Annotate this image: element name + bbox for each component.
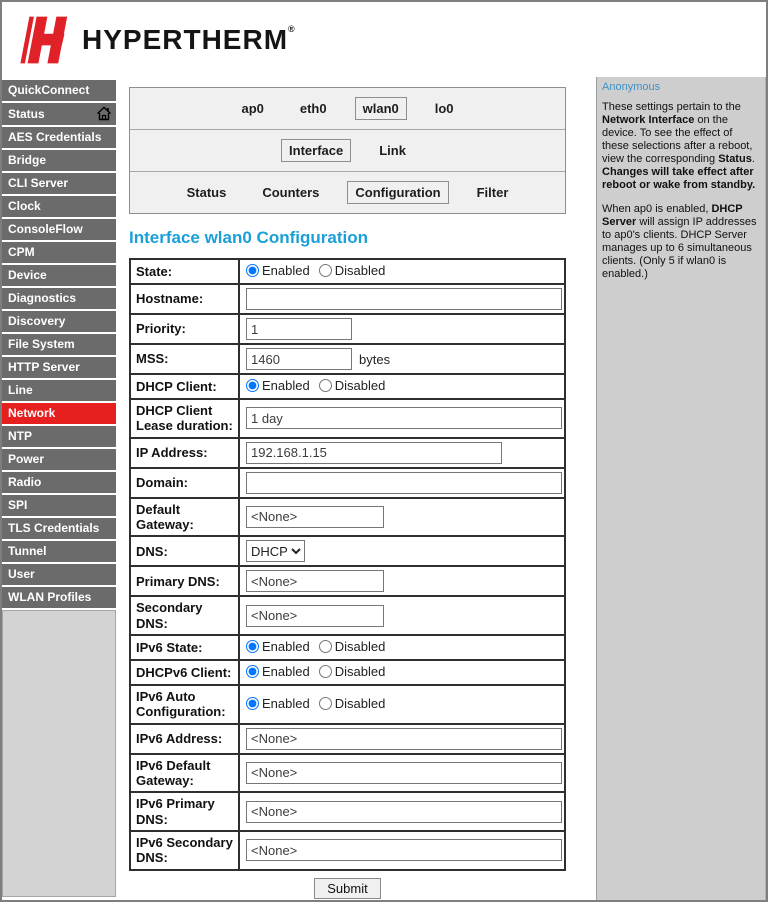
field-value-cell [239, 754, 565, 793]
sidebar-item-tunnel[interactable] [2, 541, 116, 562]
form-row-dhcp-client-lease-duration [130, 399, 565, 438]
trademark-symbol: ® [288, 23, 296, 34]
configuration-table [129, 258, 566, 871]
sidebar-item-label: User [8, 567, 35, 581]
page-header [2, 2, 766, 77]
sidebar-item-line[interactable] [2, 380, 116, 401]
sidebar-item-spi[interactable] [2, 495, 116, 516]
help-text-normal: These settings pertain to the [602, 101, 741, 113]
tab-ap0[interactable]: ap0 [241, 101, 264, 116]
field-value-cell [239, 635, 565, 660]
sidebar-item-label: QuickConnect [8, 83, 90, 97]
field-value-cell [239, 314, 565, 344]
ipv6-secondary-dns-input[interactable] [246, 839, 562, 861]
sidebar-item-quickconnect[interactable] [2, 80, 116, 101]
submit-button[interactable]: Submit [314, 878, 380, 899]
sidebar [2, 77, 116, 900]
brand-wordmark [82, 24, 296, 56]
help-text-bold: DHCP Server [602, 203, 743, 228]
sidebar-item-bridge[interactable] [2, 150, 116, 171]
radio-option-label: Enabled [262, 663, 310, 679]
tab-navigation-box [129, 87, 566, 214]
form-row-ipv6-default-gateway [130, 754, 565, 793]
state-disabled-radio[interactable] [319, 263, 386, 278]
form-row-state [130, 259, 565, 284]
field-value-cell [239, 792, 565, 831]
ip-address-input[interactable] [246, 442, 502, 464]
form-row-dns [130, 536, 565, 566]
ipv6-auto-configuration-disabled-radio-input[interactable] [319, 697, 332, 710]
sidebar-item-http-server[interactable] [2, 357, 116, 378]
field-value-cell [239, 259, 565, 284]
sidebar-item-label: WLAN Profiles [8, 590, 92, 604]
sidebar-item-label: Status [8, 106, 45, 121]
sidebar-item-user[interactable] [2, 564, 116, 585]
sidebar-item-label: Bridge [8, 153, 47, 167]
anonymous-user-link[interactable]: Anonymous [602, 81, 661, 93]
field-label: Default Gateway: [130, 498, 239, 537]
ipv6-primary-dns-input[interactable] [246, 801, 562, 823]
dhcp-client-disabled-radio-input[interactable] [319, 379, 332, 392]
home-icon [96, 106, 112, 121]
sidebar-item-label: Radio [8, 475, 42, 489]
help-paragraph-2 [602, 203, 759, 281]
sidebar-item-aes-credentials[interactable] [2, 127, 116, 148]
sidebar-item-label: Line [8, 383, 33, 397]
dhcpv6-client-enabled-radio[interactable] [246, 664, 310, 679]
sidebar-item-label: SPI [8, 498, 28, 512]
help-text-normal: will assign IP addresses to ap0's clients. DHCP Server manages up to 6 simultaneous clients. (Only 5 if wlan0 is enabled.) [602, 216, 757, 280]
sidebar-item-label: Tunnel [8, 544, 47, 558]
sidebar-item-label: AES Credentials [8, 130, 102, 144]
field-value-cell [239, 438, 565, 468]
form-row-ip-address [130, 438, 565, 468]
radio-option-label: Enabled [262, 378, 310, 393]
ipv6-state-enabled-radio-input[interactable] [246, 640, 259, 653]
field-label: Priority: [130, 314, 239, 344]
field-label: DHCP Client Lease duration: [130, 399, 239, 438]
sidebar-item-label: ConsoleFlow [8, 222, 83, 236]
form-row-ipv6-state [130, 635, 565, 660]
field-label: IPv6 Auto Configuration: [130, 685, 239, 724]
help-text-normal: . [751, 153, 755, 165]
field-label: MSS: [130, 344, 239, 374]
ipv6-state-disabled-radio[interactable] [319, 639, 386, 654]
field-value-cell [239, 374, 565, 399]
help-paragraph-1 [602, 101, 759, 192]
dhcp-client-enabled-radio-input[interactable] [246, 379, 259, 392]
help-sidebar [596, 77, 766, 900]
sidebar-item-label: Clock [8, 199, 41, 213]
sidebar-item-discovery[interactable] [2, 311, 116, 332]
dns-select[interactable] [246, 540, 305, 562]
form-row-secondary-dns [130, 596, 565, 635]
field-value-cell [239, 566, 565, 596]
ipv6-auto-configuration-disabled-radio[interactable] [319, 696, 386, 711]
state-enabled-radio-input[interactable] [246, 264, 259, 277]
dhcpv6-client-enabled-radio-input[interactable] [246, 665, 259, 678]
sidebar-item-tls-credentials[interactable] [2, 518, 116, 539]
help-text-bold: Status [718, 153, 752, 165]
field-label: IPv6 Address: [130, 724, 239, 754]
content-area [2, 77, 766, 900]
ipv6-state-enabled-radio[interactable] [246, 639, 310, 654]
sidebar-item-label: NTP [8, 429, 32, 443]
radio-option-label: Disabled [334, 638, 386, 654]
mss-input[interactable] [246, 348, 352, 370]
sidebar-item-consoleflow[interactable] [2, 219, 116, 240]
radio-option-label: Enabled [262, 638, 310, 654]
tab-row-2 [130, 129, 565, 171]
dhcpv6-client-disabled-radio[interactable] [319, 664, 386, 679]
sidebar-item-label: Discovery [8, 314, 66, 328]
field-value-cell [239, 831, 565, 870]
configuration-table-body [130, 259, 565, 870]
sidebar-item-network[interactable] [2, 403, 116, 424]
field-label: Hostname: [130, 284, 239, 314]
help-text-normal: on the device. To see the effect of these selections after a reboot, view the corresponding [602, 114, 753, 165]
radio-option-label: Enabled [262, 695, 310, 711]
domain-input[interactable] [246, 472, 562, 494]
radio-option-label: Disabled [334, 378, 386, 393]
form-row-mss [130, 344, 565, 374]
sidebar-item-label: CPM [8, 245, 35, 259]
field-value-cell [239, 498, 565, 537]
field-value-cell [239, 284, 565, 314]
tab-wlan0[interactable]: wlan0 [355, 97, 407, 120]
field-label: Primary DNS: [130, 566, 239, 596]
help-text-bold: Network Interface [602, 114, 695, 126]
field-suffix: bytes [359, 351, 391, 367]
tab-eth0[interactable]: eth0 [299, 101, 327, 116]
sidebar-item-label: Network [8, 406, 56, 420]
ipv6-address-input[interactable] [246, 728, 562, 750]
field-value-cell [239, 344, 565, 374]
help-text [602, 101, 759, 281]
tab-status[interactable]: Status [186, 185, 227, 200]
field-value-cell [239, 468, 565, 498]
form-row-ipv6-auto-configuration [130, 685, 565, 724]
field-value-cell [239, 399, 565, 438]
field-label: IP Address: [130, 438, 239, 468]
radio-option-label: Disabled [334, 263, 386, 278]
dhcpv6-client-disabled-radio-input[interactable] [319, 665, 332, 678]
brand-name: HYPERTHERM [82, 23, 289, 55]
help-text-normal: When ap0 is enabled, [602, 203, 712, 215]
hypertherm-logo-icon [15, 13, 69, 67]
dhcp-client-enabled-radio[interactable] [246, 378, 310, 393]
radio-option-label: Enabled [262, 263, 310, 278]
primary-dns-input[interactable] [246, 570, 384, 592]
sidebar-item-label: Device [8, 268, 47, 282]
dhcp-client-lease-duration-input[interactable] [246, 407, 562, 429]
sidebar-item-power[interactable] [2, 449, 116, 470]
field-label: State: [130, 259, 239, 284]
state-enabled-radio[interactable] [246, 263, 310, 278]
ipv6-auto-configuration-enabled-radio[interactable] [246, 696, 310, 711]
priority-input[interactable] [246, 318, 352, 340]
tab-counters[interactable]: Counters [262, 185, 320, 200]
tab-row-1 [130, 88, 565, 129]
main-panel [116, 77, 596, 900]
ipv6-state-disabled-radio-input[interactable] [319, 640, 332, 653]
field-value-cell [239, 596, 565, 635]
sidebar-item-clock[interactable] [2, 196, 116, 217]
field-value-cell [239, 685, 565, 724]
sidebar-filler [2, 610, 116, 897]
ipv6-default-gateway-input[interactable] [246, 762, 562, 784]
field-value-cell [239, 660, 565, 685]
field-label: DHCPv6 Client: [130, 660, 239, 685]
form-row-ipv6-primary-dns [130, 792, 565, 831]
sidebar-item-status[interactable] [2, 103, 116, 125]
form-row-primary-dns [130, 566, 565, 596]
form-row-dhcpv6-client [130, 660, 565, 685]
form-row-dhcp-client [130, 374, 565, 399]
tab-configuration[interactable]: Configuration [347, 181, 448, 204]
field-label: Domain: [130, 468, 239, 498]
tab-lo0[interactable]: lo0 [434, 101, 454, 116]
sidebar-item-device[interactable] [2, 265, 116, 286]
sidebar-item-label: Power [8, 452, 45, 466]
tab-interface[interactable]: Interface [281, 139, 351, 162]
sidebar-item-cli-server[interactable] [2, 173, 116, 194]
field-label: DNS: [130, 536, 239, 566]
sidebar-item-radio[interactable] [2, 472, 116, 493]
sidebar-item-label: CLI Server [8, 176, 69, 190]
field-label: IPv6 State: [130, 635, 239, 660]
page-title: Interface wlan0 Configuration [129, 228, 368, 247]
radio-option-label: Disabled [334, 695, 386, 711]
help-text-bold: Changes will take effect after reboot or wake from standby. [602, 166, 756, 191]
form-row-default-gateway [130, 498, 565, 537]
hostname-input[interactable] [246, 288, 562, 310]
tab-link[interactable]: Link [379, 143, 406, 158]
field-value-cell [239, 536, 565, 566]
sidebar-item-label: HTTP Server [8, 360, 80, 374]
form-row-priority [130, 314, 565, 344]
form-row-ipv6-address [130, 724, 565, 754]
field-label: IPv6 Primary DNS: [130, 792, 239, 831]
tab-row-3 [130, 171, 565, 213]
field-label: IPv6 Secondary DNS: [130, 831, 239, 870]
radio-option-label: Disabled [334, 663, 386, 679]
sidebar-item-file-system[interactable] [2, 334, 116, 355]
form-row-domain [130, 468, 565, 498]
sidebar-item-label: Diagnostics [8, 291, 77, 305]
dhcp-client-disabled-radio[interactable] [319, 378, 386, 393]
tab-filter[interactable]: Filter [476, 185, 509, 200]
sidebar-item-wlan-profiles[interactable] [2, 587, 116, 608]
sidebar-item-cpm[interactable] [2, 242, 116, 263]
state-disabled-radio-input[interactable] [319, 264, 332, 277]
secondary-dns-input[interactable] [246, 605, 384, 627]
ipv6-auto-configuration-enabled-radio-input[interactable] [246, 697, 259, 710]
field-value-cell [239, 724, 565, 754]
form-row-hostname [130, 284, 565, 314]
sidebar-item-diagnostics[interactable] [2, 288, 116, 309]
field-label: DHCP Client: [130, 374, 239, 399]
sidebar-item-label: File System [8, 337, 75, 351]
sidebar-item-label: TLS Credentials [8, 521, 100, 535]
default-gateway-input[interactable] [246, 506, 384, 528]
field-label: Secondary DNS: [130, 596, 239, 635]
sidebar-item-ntp[interactable] [2, 426, 116, 447]
form-row-ipv6-secondary-dns [130, 831, 565, 870]
field-label: IPv6 Default Gateway: [130, 754, 239, 793]
submit-row [129, 878, 566, 899]
